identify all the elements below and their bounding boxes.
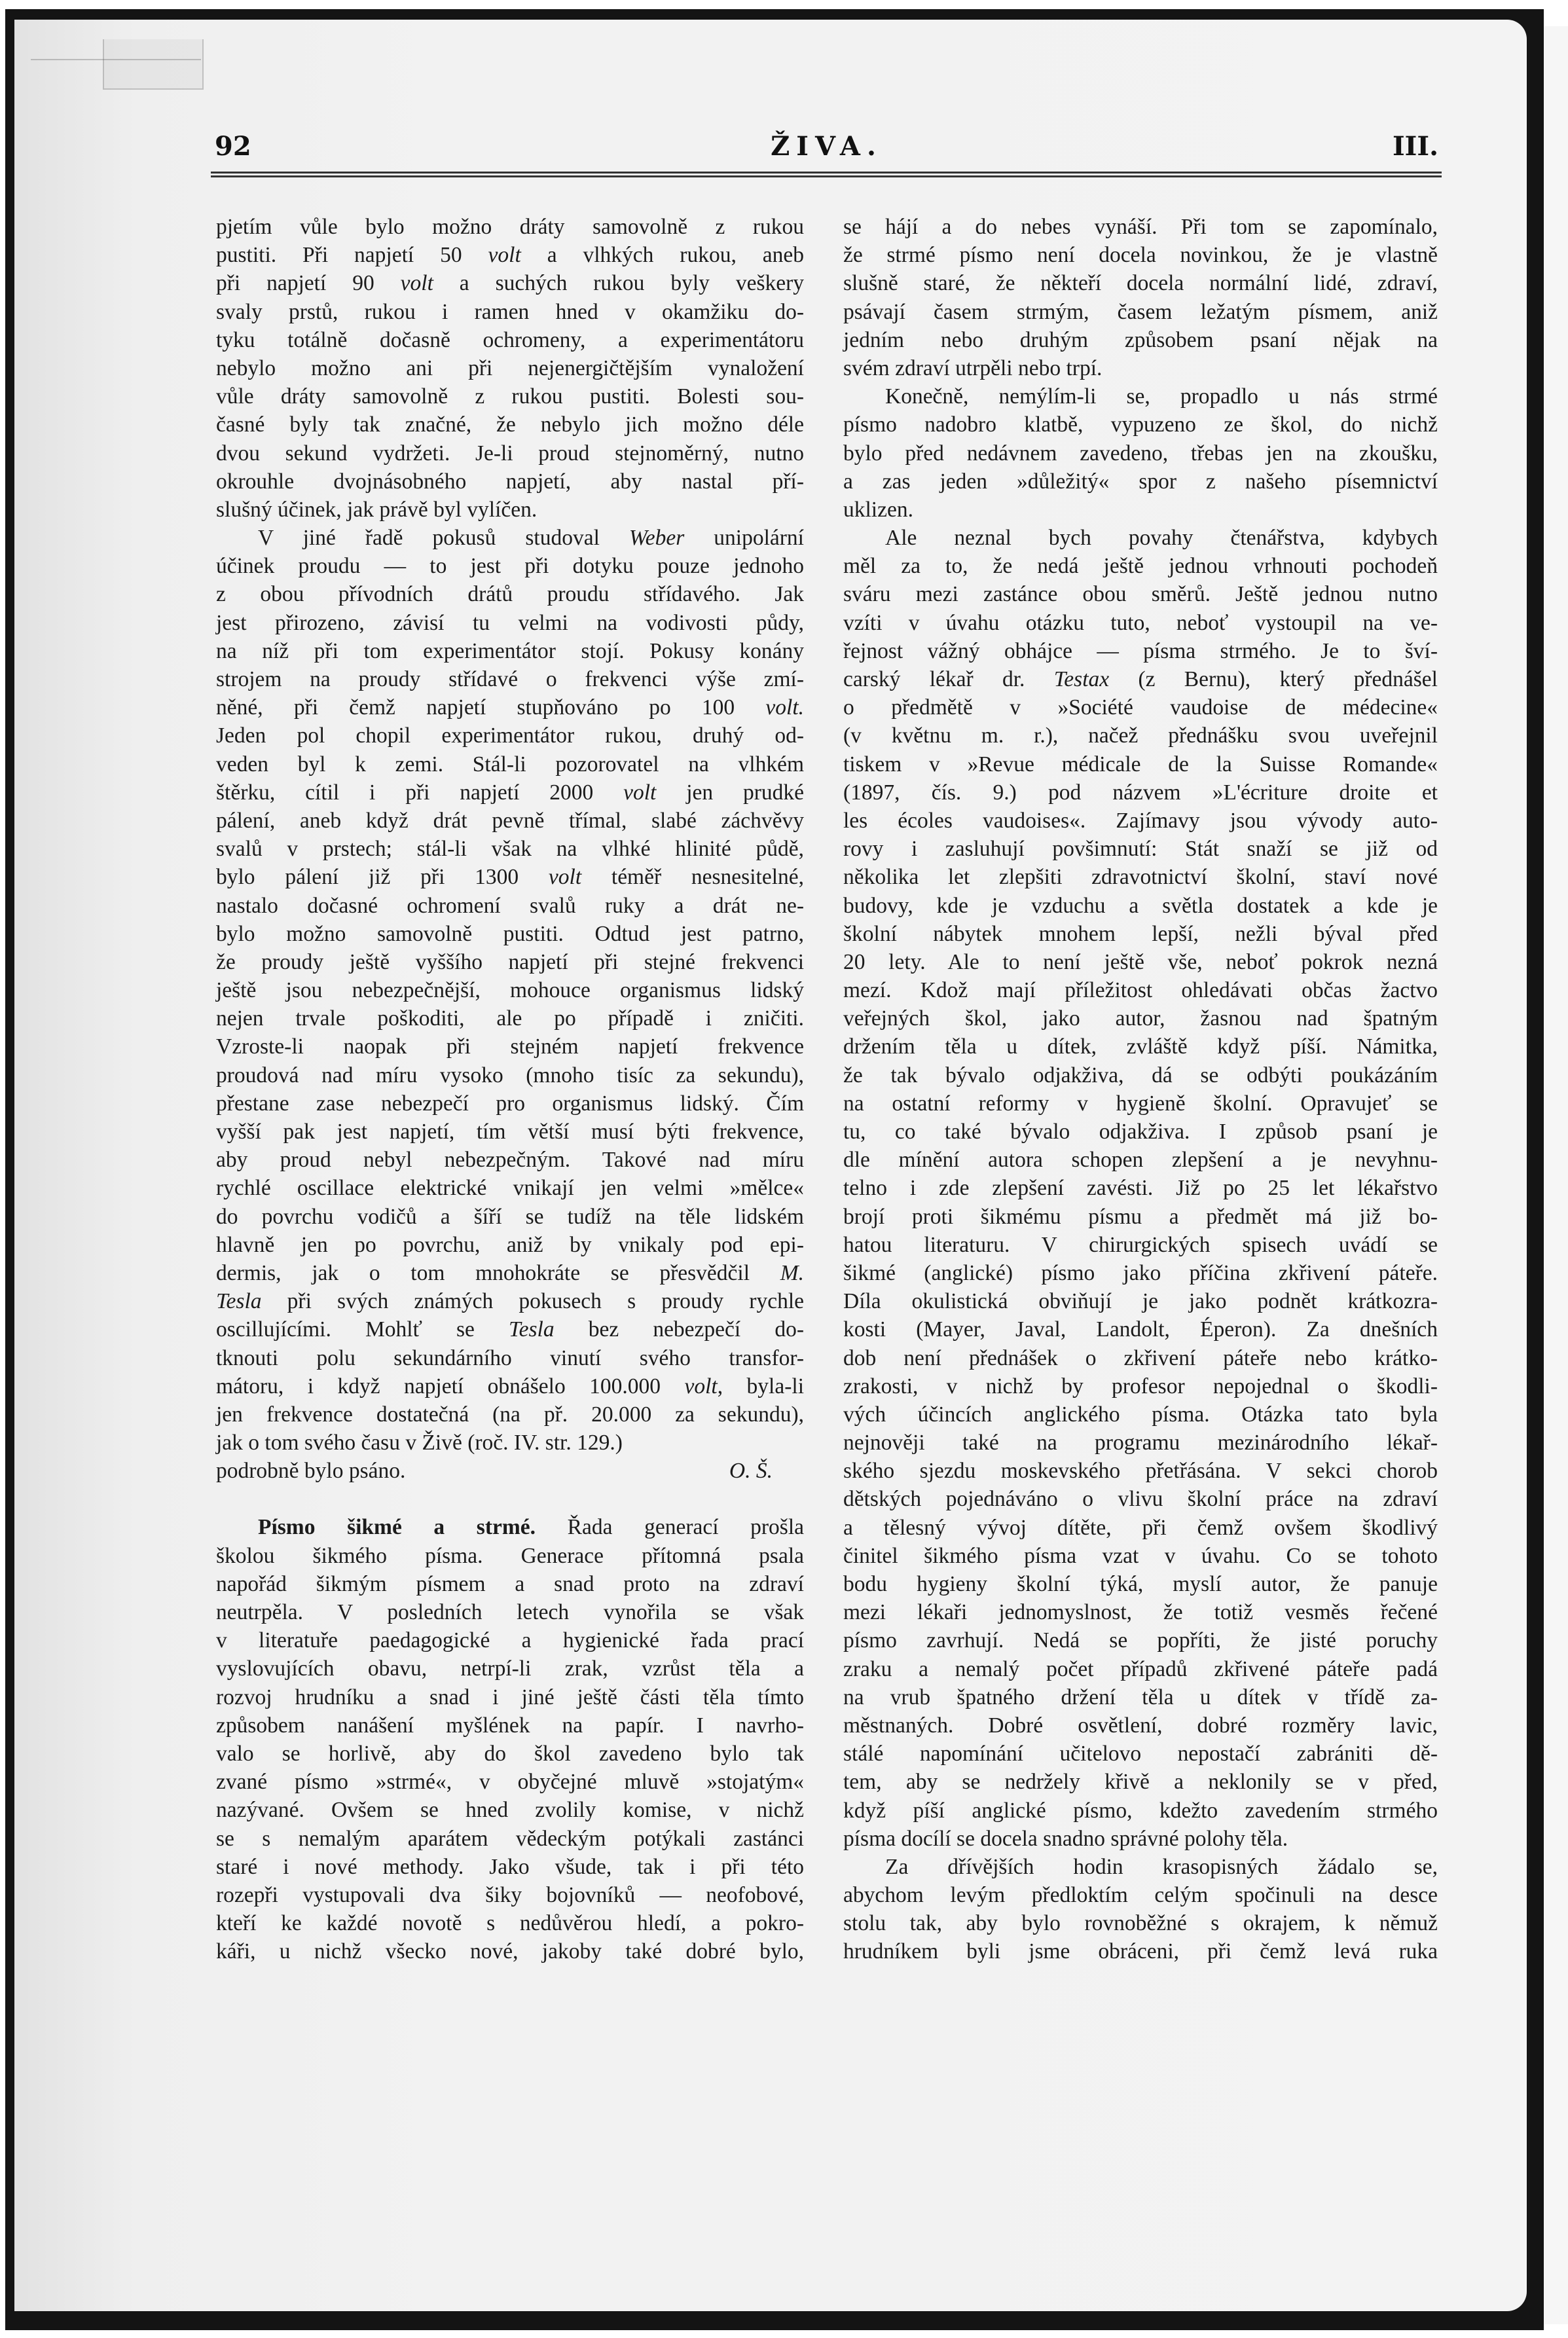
section-first-line-text: Řada generací prošla [567, 1515, 805, 1540]
text-line: Konečně, nemýlím-li se, propadlo u nás strmé [885, 384, 1438, 409]
text-line: káři, u nichž všecko nové, jakoby také dobré bylo, [216, 1939, 804, 1964]
text-line: brojí proti šikmému písmu a předmět má již bo- [843, 1204, 1438, 1229]
paragraph-last-line: podrobně bylo psáno. [216, 1459, 406, 1484]
text-line: jedním nebo druhým způsobem psaní nějak na [843, 327, 1438, 352]
text-line: nazývané. Ovšem se hned zvolily komise, v nichž [216, 1798, 804, 1823]
text-line: tem, aby se nedržely křivě a neklonily se v před, [843, 1770, 1438, 1795]
italic-term: volt [548, 865, 582, 890]
text-line: jak o tom svého času v Živě (roč. IV. str. 129.) [216, 1431, 623, 1455]
section-heading-line [216, 1513, 804, 1541]
text-line: strojem na proudy střídavé o frekvenci výše zmí- [216, 667, 804, 691]
text-line: Tesla při svých známých pokusech s proudy rychle [216, 1289, 804, 1314]
text-line: městnaných. Dobré osvětlení, dobré rozměry lavic, [843, 1713, 1438, 1738]
text-line: V jiné řadě pokusů studoval Weber unipolární [258, 526, 804, 551]
text-line: dětských pojednáváno o vlivu školní práce na zdraví [843, 1487, 1438, 1512]
text-line: svém zdraví utrpěli nebo trpí. [843, 356, 1103, 380]
text-line: že tak bývalo odjakživa, dá se odbýti poukázáním [843, 1063, 1438, 1087]
text-line: se s nemalým aparátem vědeckým potýkali zastánci [216, 1826, 804, 1851]
paragraph [843, 524, 1438, 1853]
text-line: nejen trvale poškoditi, ale po případě i zničiti. [216, 1006, 804, 1031]
paragraph [843, 213, 1438, 382]
text-line: staré i nové methody. Jako všude, tak i při této [216, 1854, 804, 1879]
text-line: bylo možno samovolně pustiti. Odtud jest patrno, [216, 921, 804, 946]
text-line: bodu hygieny školní týká, myslí autor, že panuje [843, 1572, 1438, 1596]
text-line: několika let zlepšiti zdravotnictví školní, staví nové [843, 865, 1438, 890]
text-line: sváru mezi zastánce obou směrů. Ještě jednou nutno [843, 582, 1438, 607]
text-line: že proudy ještě vyššího napjetí při stejné frekvenci [216, 949, 804, 974]
text-line: pustiti. Při napjetí 50 volt a vlhkých rukou, aneb [216, 243, 804, 268]
text-line: řejnost vážný obhájce — písma strmého. Je to šví- [843, 638, 1438, 663]
text-line: činitel šikmého písma vzat v úvahu. Co se tohoto [843, 1543, 1438, 1568]
italic-term: Testax [1053, 667, 1110, 691]
text-line: psávají časem strmým, časem ležatým písmem, aniž [843, 299, 1438, 324]
author-signature: O. Š. [729, 1459, 773, 1484]
text-line: proudová nad míru vysoko (mnoho tisíc za sekundu), [216, 1063, 804, 1087]
text-line: bylo před nedávnem zavedeno, třebas jen na zkoušku, [843, 441, 1438, 466]
text-line: vzíti v úvahu otázku tuto, neboť vystoupil na ve- [843, 610, 1438, 635]
text-line: (v květnu m. r.), načež přednášku svou uveřejnil [843, 723, 1438, 748]
italic-term: Tesla [509, 1317, 555, 1342]
text-line: vých účincích anglického písma. Otázka tato byla [843, 1402, 1438, 1427]
text-line: tu, co také bývalo odjakživa. I způsob psaní je [843, 1120, 1438, 1144]
text-line: svaly prstů, rukou i ramen hned v okamžiku do- [216, 299, 804, 324]
section-title: Písmo šikmé a strmé. [258, 1515, 536, 1540]
italic-term: Tesla [216, 1289, 262, 1314]
text-line: způsobem nanášení myšlének na papír. I navrho- [216, 1713, 804, 1738]
text-line: mezi lékaři jednomyslnost, že totiž vesměs řečené [843, 1600, 1438, 1625]
text-line: jest přirozeno, závisí tu velmi na vodivosti půdy, [216, 610, 804, 635]
text-line: Ale neznal bych povahy čtenářstva, kdybych [885, 526, 1438, 551]
text-line: a zas jeden »důležitý« spor z našeho písemnictví [843, 469, 1438, 494]
page-number: 92 [215, 131, 251, 162]
text-line: tknouti polu sekundárního vinutí svého transfor- [216, 1345, 804, 1370]
journal-title: ŽIVA. [771, 131, 883, 162]
italic-term: volt [400, 271, 433, 296]
text-line: hlavně jen po povrchu, aniž by vnikaly pod epi- [216, 1232, 804, 1257]
text-line: valo se horlivě, aby do škol zavedeno bylo tak [216, 1741, 804, 1766]
text-line: oscillujícími. Mohlť se Tesla bez nebezpečí do- [216, 1317, 804, 1342]
text-line: vůle dráty samovolně z rukou pustiti. Bolesti sou- [216, 384, 804, 409]
text-line: měl za to, že nedá ještě jednou vrhnouti pochodeň [843, 554, 1438, 579]
text-line: napořád šikmým písmem a snad proto na zdraví [216, 1571, 804, 1596]
text-line: mátoru, i když napjetí obnášelo 100.000 volt, byla-li [216, 1374, 805, 1398]
text-line: do povrchu vodičů a šíří se tudíž na těle lidském [216, 1204, 804, 1229]
text-line: rozepři vystupovali dva šiky bojovníků — neofobové, [216, 1882, 804, 1907]
text-line: školou šikmého písma. Generace přítomná psala [216, 1543, 804, 1568]
text-line: Vzroste-li naopak při stejném napjetí frekvence [216, 1034, 804, 1059]
italic-term: volt [488, 243, 521, 268]
text-line: mezí. Kdož mají příležitost ohledávati občas žactvo [843, 978, 1438, 1003]
text-line: stálé napomínání učitelovo nepostačí zabrániti dě- [843, 1742, 1438, 1766]
italic-term: M. [780, 1260, 804, 1285]
right-column [843, 213, 1438, 1966]
signature-line [216, 1457, 804, 1485]
text-line: stolu tak, aby bylo rovnoběžné s okrajem, k němuž [843, 1911, 1438, 1936]
italic-term: volt. [765, 695, 804, 720]
paragraph [843, 382, 1438, 524]
text-line: veden byl k zemi. Stál-li pozorovatel na vlhkém [216, 752, 804, 776]
text-line: budovy, kde je vzduchu a světla dostatek a kde je [843, 893, 1438, 918]
text-line: písmo nadobro klatbě, vypuzeno ze škol, do nichž [843, 412, 1438, 437]
text-line: tyku totálně dočasně ochromeny, a experimentátoru [216, 327, 804, 352]
text-line: písma docílí se docela snadno správné polohy těla. [843, 1826, 1288, 1851]
text-line: nejnověji také na programu mezinárodního lékař- [843, 1431, 1438, 1455]
text-line: rozvoj hrudníku a snad i jiné ještě části těla tímto [216, 1685, 804, 1709]
text-line: zraku a nemalý počet případů zkřivené páteře padá [843, 1656, 1438, 1681]
text-line: dvou sekund vydržeti. Je-li proud stejnoměrný, nutno [216, 441, 804, 466]
text-line: (1897, čís. 9.) pod názvem »L'écriture droite et [843, 780, 1438, 805]
paragraph [843, 1853, 1438, 1966]
text-line: abychom levým předloktím celým spočinuli na desce [843, 1883, 1438, 1908]
scan-margin-strip [1544, 26, 1568, 2324]
text-line: časné byly tak značné, že nebylo jich možno déle [216, 412, 804, 437]
text-line: účinek proudu — to jest při dotyku pouze jednoho [216, 554, 804, 579]
text-line: zrakosti, v nichž by profesor nepojednal o škodli- [843, 1374, 1438, 1398]
text-line: držením těla u dítek, zvláště když píší. Námitka, [843, 1034, 1438, 1059]
text-line: přestane zase nebezpečí pro organismus lidský. Čím [216, 1091, 804, 1116]
text-line: z obou přívodních drátů proudu střídavého. Jak [216, 582, 804, 607]
text-line: na níž při tom experimentátor stojí. Pokusy konány [216, 638, 804, 663]
text-line: kteří ke každé novotě s nedůvěrou hledí, a pokro- [216, 1911, 804, 1936]
text-line: rychlé oscillace elektrické vnikají jen velmi »mělce« [216, 1176, 804, 1201]
paragraph [216, 213, 804, 524]
text-line: hrudníkem byli jsme obráceni, při čemž levá ruka [843, 1939, 1438, 1964]
text-line: tiskem v »Revue médicale de la Suisse Romande« [843, 752, 1438, 776]
text-line: když píší anglické písmo, kdežto zavedením strmého [843, 1798, 1438, 1823]
text-line: les écoles vaudoises«. Zajímavy jsou vývody auto- [843, 808, 1438, 833]
italic-term: Weber [629, 526, 685, 551]
text-line: písmo zavrhují. Nedá se popříti, že jisté poruchy [843, 1628, 1438, 1653]
italic-term: volt [684, 1374, 718, 1398]
text-line: při napjetí 90 volt a suchých rukou byly veškery [216, 271, 805, 296]
text-line: veřejných škol, jako autor, žasnou nad špatným [843, 1006, 1438, 1031]
stain-line [31, 59, 201, 60]
header-double-rule [211, 172, 1442, 177]
text-line: svalů v prstech; stál-li však na vlhké hlinité půdě, [216, 837, 804, 862]
text-line: v literatuře paedagogické a hygienické řada prací [216, 1628, 804, 1653]
text-line: slušně staré, že někteří docela normální lidé, zdraví, [843, 271, 1438, 296]
text-line: vyslovujících obavu, netrpí-li zrak, vzrůst těla a [216, 1656, 804, 1681]
text-line: Za dřívějších hodin krasopisných žádalo se, [885, 1854, 1438, 1879]
text-line: 20 lety. Ale to není ještě vše, neboť pokrok nezná [843, 949, 1438, 974]
text-line: vyšší pak jest napjetí, tím větší musí býti frekvence, [216, 1120, 804, 1144]
text-line: dob není přednášek o zkřivení páteře nebo krátko- [843, 1345, 1438, 1370]
text-line: pálení, aneb když drát pevně třímal, slabé záchvěvy [216, 808, 804, 833]
text-line: jen frekvence dostatečná (na př. 20.000 za sekundu), [216, 1402, 804, 1427]
text-line: slušný účinek, jak právě byl vylíčen. [216, 497, 538, 522]
text-line: se hájí a do nebes vynáší. Při tom se zapomínalo, [843, 215, 1438, 239]
text-line: aby proud nebyl nebezpečným. Takové nad míru [216, 1148, 804, 1173]
text-line: zvané písmo »strmé«, v obyčejné mluvě »stojatým« [216, 1770, 804, 1795]
text-line: bylo pálení již při 1300 volt téměř nesnesitelné, [216, 865, 804, 890]
running-header [210, 131, 1444, 164]
text-line: školní nábytek mnohem lepší, nežli býval před [843, 921, 1438, 946]
text-line: telno i zde zlepšení zavésti. Již po 25 let lékařstvo [843, 1176, 1438, 1201]
text-line: o předmětě v »Société vaudoise de médecine« [843, 695, 1438, 720]
text-line: nebylo možno ani při nejenergičtějším vynaložení [216, 356, 804, 380]
paragraph [216, 524, 804, 1457]
paragraph [216, 1542, 804, 1966]
text-line: dermis, jak o tom mnohokráte se přesvědčil M. [216, 1260, 804, 1285]
text-line: a tělesný vývoj dítěte, při čemž ovšem škodlivý [843, 1515, 1438, 1540]
text-line: dle mínění autora schopen zlepšení a je nevyhnu- [843, 1148, 1438, 1173]
volume-number: III. [1392, 131, 1438, 162]
text-line: Jeden pol chopil experimentátor rukou, druhý od- [216, 723, 804, 748]
text-line: ještě jsou nebezpečnější, mohouce organismus lidský [216, 978, 804, 1003]
corner-stain [103, 39, 204, 90]
left-column [216, 213, 804, 1965]
text-line: kosti (Mayer, Javal, Landolt, Éperon). Za dnešních [843, 1317, 1438, 1342]
text-line: neutrpěla. V posledních letech vynořila se však [216, 1600, 804, 1624]
text-line: na ostatní reformy v hygieně školní. Opravujeť se [843, 1091, 1438, 1116]
text-line: Díla okulistická obviňují je jako podnět krátkozra- [843, 1289, 1438, 1314]
text-line: rovy i zasluhují povšimnutí: Stát snaží se již od [843, 837, 1438, 862]
section-gap [216, 1485, 804, 1513]
text-line: že strmé písmo není docela novinkou, že je vlastně [843, 243, 1438, 268]
text-line: carský lékař dr. Testax (z Bernu), který přednášel [843, 667, 1438, 691]
text-line: šikmé (anglické) písmo jako příčina zkřivení páteře. [843, 1260, 1438, 1285]
text-line: okrouhle dvojnásobného napjetí, aby nastal pří- [216, 469, 804, 494]
text-line: hatou literaturu. V chirurgických spisech uvádí se [843, 1232, 1438, 1257]
text-line: pjetím vůle bylo možno dráty samovolně z rukou [216, 215, 804, 239]
text-line: ského sjezdu moskevského přetřásána. V sekci chorob [843, 1459, 1438, 1484]
text-line: štěrku, cítil i při napjetí 2000 volt jen prudké [216, 780, 804, 805]
italic-term: volt [623, 780, 657, 805]
text-line: uklizen. [843, 497, 913, 522]
text-line: něné, při čemž napjetí stupňováno po 100 volt. [216, 695, 804, 720]
text-line: nastalo dočasné ochromení svalů ruky a drát ne- [216, 893, 804, 918]
text-line: na vrub špatného držení těla u dítek v třídě za- [843, 1685, 1438, 1709]
